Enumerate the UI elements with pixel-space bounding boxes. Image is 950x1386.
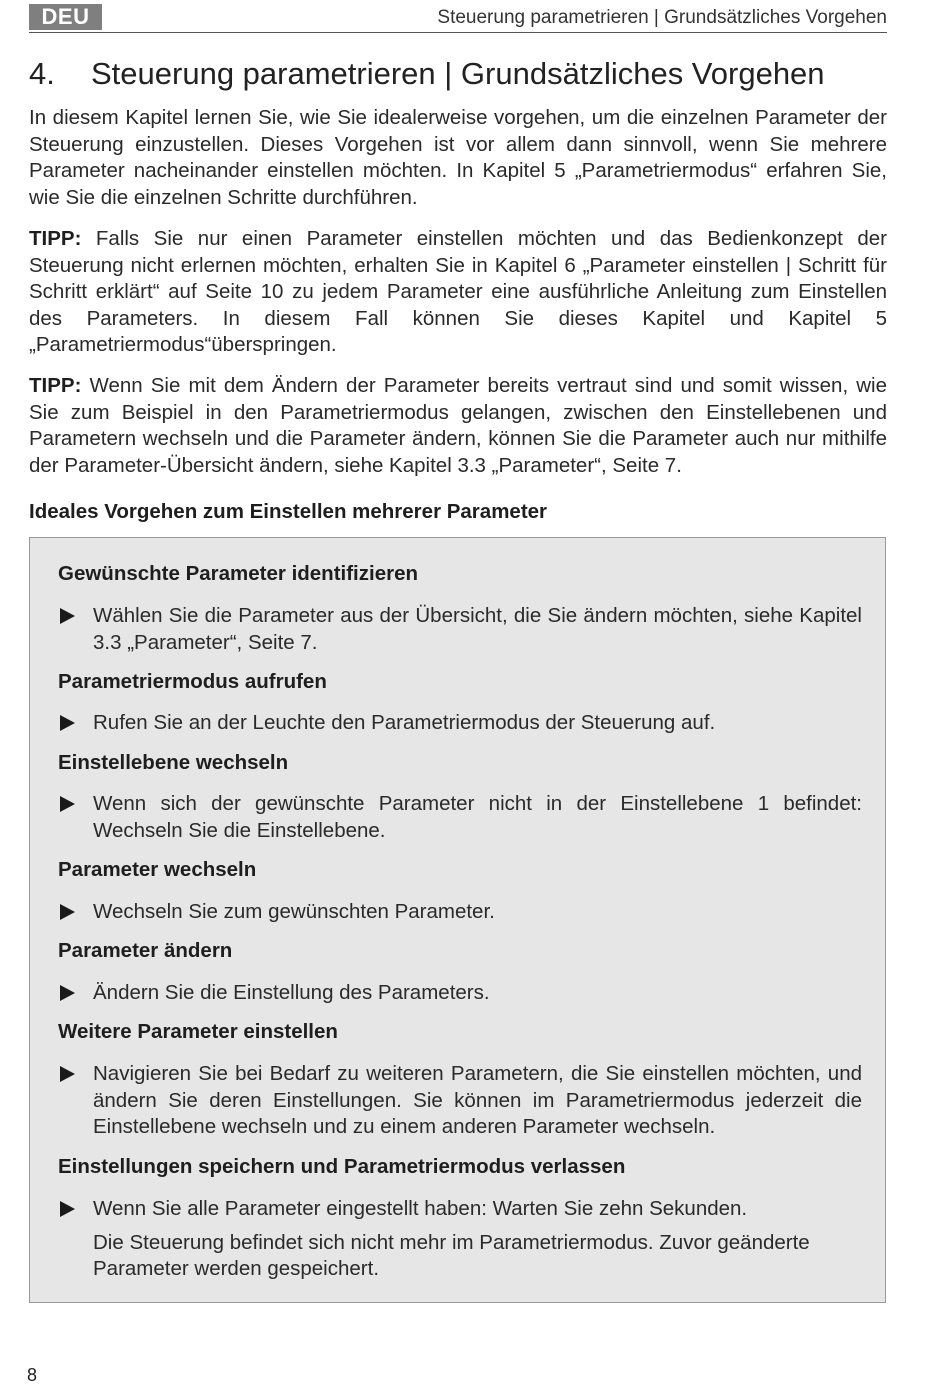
language-badge: DEU [29,4,102,30]
page-header [29,2,887,33]
step-text: Wenn Sie alle Parameter eingestellt haben: Warten Sie zehn Sekunden. [93,1197,748,1220]
step-text: Ändern Sie die Einstellung des Parameters. [93,981,490,1004]
step-text: Wechseln Sie zum gewünschten Parameter. [93,900,495,923]
step-title: Einstellungen speichern und Parametriermodus verlassen [58,1155,626,1178]
step-title: Parametriermodus aufrufen [58,670,327,693]
step-item [58,603,862,656]
chapter-title [29,56,825,92]
procedure-heading: Ideales Vorgehen zum Einstellen mehrerer Parameter [29,500,548,523]
step-text: Wenn sich der gewünschte Parameter nicht in der Einstellebene 1 befindet: Wechseln Sie die Einstellebene. [93,792,862,842]
step-title: Weitere Parameter einstellen [58,1020,338,1043]
step-item [58,1196,862,1283]
procedure-box [29,537,886,1303]
step-text: Wählen Sie die Parameter aus der Übersicht, die Sie ändern möchten, siehe Kapitel 3.3 „Parameter“, Seite 7. [93,604,862,654]
arrow-right-icon [60,796,75,812]
running-head: Steuerung parametrieren | Grundsätzliches Vorgehen [437,7,887,28]
step-text: Navigieren Sie bei Bedarf zu weiteren Parametern, die Sie einstellen möchten, und ändern Sie deren Einstellungen. Sie können im Parametriermodus jederzeit die Einstellebene wechseln und zu einem anderen Parameter wechseln. [93,1062,862,1138]
tip-paragraph-2 [29,373,887,479]
tip-label: TIPP: [29,374,82,397]
tip-text: Wenn Sie mit dem Ändern der Parameter bereits vertraut sind und somit wissen, wie Sie zum Beispiel in den Parametriermodus gelangen, zwischen den Einstellebenen und Parametern wechseln und die Parameter ändern, können Sie die Parameter auch nur mithilfe der Parameter-Übersicht ändern, siehe Kapitel 3.3 „Parameter“, Seite 7. [29,374,887,477]
step-title: Parameter wechseln [58,858,257,881]
arrow-right-icon [60,1066,75,1082]
step-item [58,980,862,1007]
step-item [58,710,862,737]
arrow-right-icon [60,1201,75,1217]
step-title: Parameter ändern [58,939,233,962]
chapter-number: 4. [29,56,55,91]
step-title: Einstellebene wechseln [58,751,289,774]
step-item [58,791,862,844]
intro-paragraph: In diesem Kapitel lernen Sie, wie Sie idealerweise vorgehen, um die einzelnen Parameter der Steuerung einzustellen. Dieses Vorgehen ist vor allem dann sinnvoll, wenn Sie mehrere Parameter nacheinander einstellen möchten. In Kapitel 5 „Parametriermodus“ erfahren Sie, wie Sie die einzelnen Schritte durchführen. [29,106,887,209]
step-item [58,1061,862,1141]
arrow-right-icon [60,715,75,731]
arrow-right-icon [60,904,75,920]
tip-text: Falls Sie nur einen Parameter einstellen möchten und das Bedienkonzept der Steuerung nicht erlernen möchten, erhalten Sie in Kapitel 6 „Parameter einstellen | Schritt für Schritt erklärt“ auf Seite 10 zu jedem Parameter eine ausführliche Anleitung zum Einstellen des Parameters. In diesem Fall können Sie dieses Kapitel und Kapitel 5 „Parametriermodus“überspringen. [29,227,887,356]
step-item [58,899,862,926]
arrow-right-icon [60,985,75,1001]
tip-label: TIPP: [29,227,82,250]
step-text: Rufen Sie an der Leuchte den Parametriermodus der Steuerung auf. [93,711,716,734]
step-note: Die Steuerung befindet sich nicht mehr im Parametriermodus. Zuvor geänderte Parameter werden gespeichert. [93,1230,810,1280]
chapter-title-text: Steuerung parametrieren | Grundsätzliches Vorgehen [91,56,825,91]
tip-paragraph-1 [29,226,887,359]
step-title: Gewünschte Parameter identifizieren [58,562,419,585]
page-number: 8 [27,1365,38,1385]
arrow-right-icon [60,608,75,624]
